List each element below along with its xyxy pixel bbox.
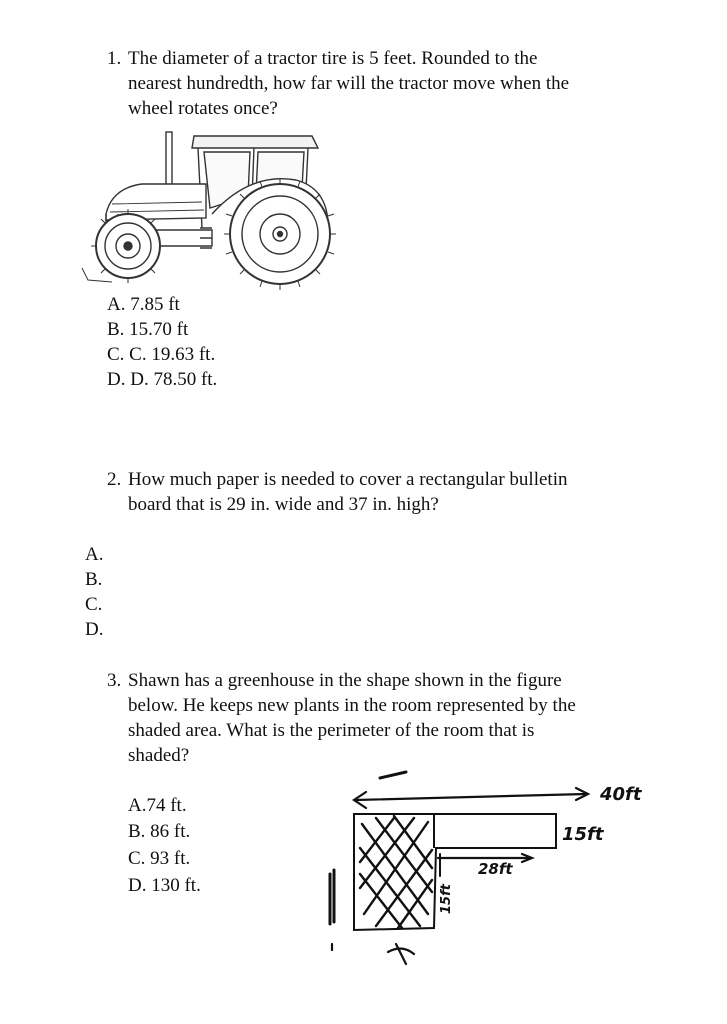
question-3-line: Shawn has a greenhouse in the shape shown in the figure xyxy=(128,670,562,691)
question-3-choice-a[interactable]: A.74 ft. xyxy=(128,795,187,816)
question-1-line: nearest hundredth, how far will the tractor move when the xyxy=(128,73,570,94)
question-1-number: 1. xyxy=(107,48,122,69)
question-2-number: 2. xyxy=(107,469,122,490)
question-2-line: How much paper is needed to cover a rectangular bulletin xyxy=(128,469,568,490)
question-3-line: shaded area. What is the perimeter of the room that is xyxy=(128,720,535,741)
greenhouse-figure xyxy=(310,764,670,984)
sketch-label-top: 40ft xyxy=(600,784,642,805)
question-1-choice-c[interactable]: C. C. 19.63 ft. xyxy=(107,344,216,365)
question-1-choice-b[interactable]: B. 15.70 ft xyxy=(107,319,189,340)
question-3-choice-b[interactable]: B. 86 ft. xyxy=(128,821,191,842)
question-2-choice-b[interactable]: B. xyxy=(85,569,103,590)
sketch-label-right: 15ft xyxy=(562,824,604,845)
question-3-line: below. He keeps new plants in the room represented by the xyxy=(128,695,576,716)
question-1-choice-a[interactable]: A. 7.85 ft xyxy=(107,294,180,315)
question-1-line: The diameter of a tractor tire is 5 feet. Rounded to the xyxy=(128,48,538,69)
question-2-line: board that is 29 in. wide and 37 in. high? xyxy=(128,494,439,515)
question-3-choice-d[interactable]: D. 130 ft. xyxy=(128,875,201,896)
tractor-illustration xyxy=(82,118,332,288)
question-3-line: shaded? xyxy=(128,745,190,766)
question-2-choice-a[interactable]: A. xyxy=(85,544,104,565)
question-2-choice-c[interactable]: C. xyxy=(85,594,103,615)
sketch-label-notch: 15ft xyxy=(439,884,454,914)
question-1-choice-d[interactable]: D. D. 78.50 ft. xyxy=(107,369,218,390)
sketch-label-inner: 28ft xyxy=(478,860,513,878)
question-1-line: wheel rotates once? xyxy=(128,98,278,119)
question-3-number: 3. xyxy=(107,670,122,691)
question-3-choice-c[interactable]: C. 93 ft. xyxy=(128,848,191,869)
question-2-choice-d[interactable]: D. xyxy=(85,619,104,640)
